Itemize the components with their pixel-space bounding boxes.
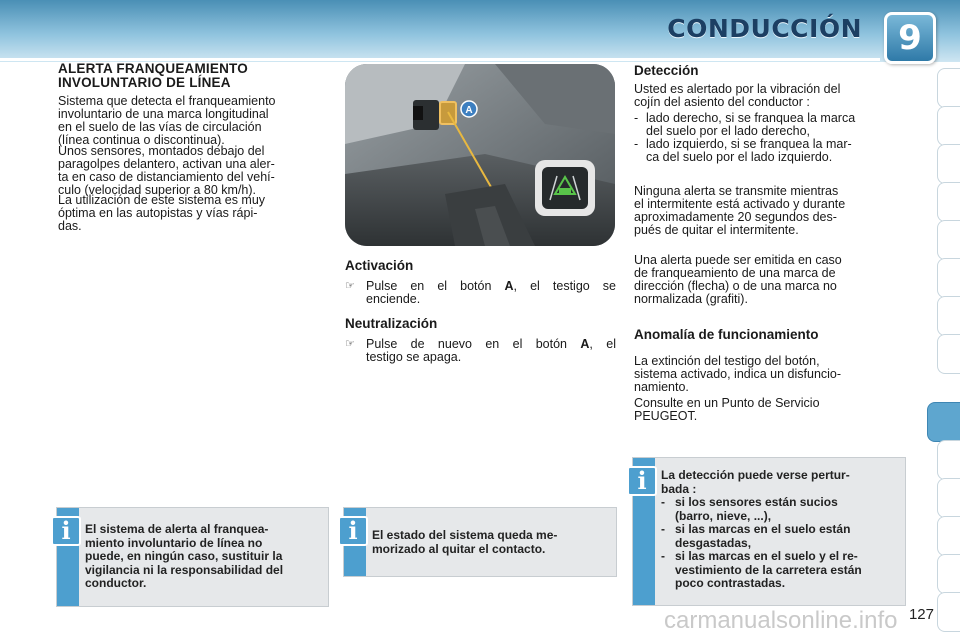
note-line: El sistema de alerta al franquea-	[85, 522, 269, 536]
note-line: si las marcas en el suelo están	[675, 522, 851, 536]
side-tab-13[interactable]	[937, 554, 960, 594]
chapter-title: CONDUCCIÓN	[667, 14, 862, 43]
text-line: sistema activado, indica un disfuncio-	[634, 367, 842, 381]
photo-callout-label: A	[465, 105, 473, 116]
text-line: lado derecho, si se franquea la marca	[646, 111, 856, 125]
note-line: La detección puede verse pertur-	[661, 468, 850, 482]
instruction-line: enciende.	[366, 292, 421, 306]
note-line: puede, en ningún caso, sustituir la	[85, 549, 283, 563]
side-tab-12[interactable]	[937, 516, 960, 556]
pointer-icon: ☞	[345, 338, 355, 350]
note-line: conductor.	[85, 576, 147, 590]
section-title-activation: Activación	[345, 258, 414, 273]
list-dash: -	[661, 549, 665, 563]
note-line: desgastadas,	[675, 535, 752, 550]
list-dash: -	[634, 111, 639, 125]
text-line: involuntario de una marca longitudinal	[58, 107, 269, 121]
side-tab-1[interactable]	[937, 68, 960, 108]
note-line: (barro, nieve, ...),	[675, 508, 772, 523]
info-note-responsibility	[56, 507, 329, 607]
side-tab-10[interactable]	[937, 440, 960, 480]
header-banner	[0, 0, 960, 62]
side-tab-14[interactable]	[937, 592, 960, 632]
pointer-icon: ☞	[345, 280, 355, 292]
list-item	[634, 112, 904, 138]
info-note-disturbance	[632, 457, 906, 606]
text-line: normalizada (grafiti).	[634, 292, 748, 306]
title-line: ALERTA FRANQUEAMIENTO	[58, 61, 248, 76]
text-line: ca del suelo por el lado izquierdo.	[646, 150, 833, 164]
info-note-memorized	[343, 507, 617, 577]
text-line: aproximadamente 20 segundos des-	[634, 210, 837, 224]
side-tab-11[interactable]	[937, 478, 960, 518]
list-dash: -	[634, 137, 639, 151]
text-line: La utilización de este sistema es muy	[58, 193, 266, 207]
note-text	[661, 469, 901, 591]
text-line: dirección (flecha) o de una marca no	[634, 279, 837, 293]
detection-list	[634, 112, 904, 164]
note-line: si los sensores están sucios	[675, 495, 838, 509]
section-title-malfunction: Anomalía de funcionamiento	[634, 327, 819, 342]
text-fragment: , el testigo se	[513, 279, 616, 293]
text-line: La extinción del testigo del botón,	[634, 354, 820, 368]
side-tab-2[interactable]	[937, 106, 960, 146]
text-line: Usted es alertado por la vibración del	[634, 82, 841, 96]
list-dash: -	[661, 522, 665, 536]
note-list-item	[661, 496, 901, 523]
note-list-item	[661, 550, 901, 591]
text-line: Ninguna alerta se transmite mientras	[634, 184, 839, 198]
text-line: del suelo por el lado derecho,	[646, 124, 811, 138]
sensors-paragraph	[58, 145, 326, 197]
usage-paragraph	[58, 194, 326, 233]
text-line: culo (velocidad superior a 80 km/h).	[58, 183, 257, 197]
button-reference: A	[504, 279, 514, 293]
note-line: si las marcas en el suelo y el re-	[675, 549, 858, 563]
text-line: lado izquierdo, si se franquea la mar-	[646, 137, 852, 151]
info-icon: i	[627, 466, 657, 496]
dashboard-illustration	[345, 64, 615, 246]
note-list-item	[661, 523, 901, 550]
info-icon: i	[338, 516, 368, 546]
section-title-lane-alert	[58, 62, 248, 90]
note-line: morizado al quitar el contacto.	[372, 541, 546, 556]
dashboard-photo	[345, 64, 615, 246]
text-line: Una alerta puede ser emitida en caso	[634, 253, 842, 267]
text-line: óptima en las autopistas y vías rápi-	[58, 206, 258, 220]
text-line: pués de quitar el intermitente.	[634, 223, 799, 237]
button-reference: A	[580, 337, 590, 351]
intro-paragraph	[58, 95, 326, 147]
text-line: cojín del asiento del conductor :	[634, 95, 810, 109]
info-icon: i	[51, 516, 81, 546]
side-tab-7[interactable]	[937, 296, 960, 336]
false-alert-paragraph	[634, 254, 904, 306]
text-line: Unos sensores, montados debajo del	[58, 144, 265, 158]
text-line: Consulte en un Punto de Servicio	[634, 396, 820, 410]
text-line: ta en caso de distanciamiento del vehí-	[58, 170, 275, 184]
service-paragraph	[634, 397, 904, 423]
instruction-line: testigo se apaga.	[366, 350, 462, 364]
text-line: en el suelo de las vías de circulación	[58, 120, 262, 134]
page-number: 127	[908, 606, 934, 623]
note-text	[372, 529, 612, 556]
note-line: El estado del sistema queda me-	[372, 528, 558, 542]
note-text	[85, 523, 323, 591]
list-dash: -	[661, 495, 665, 509]
note-line: bada :	[661, 481, 697, 496]
side-tab-8[interactable]	[937, 334, 960, 374]
side-tab-3[interactable]	[937, 144, 960, 184]
text-fragment: Pulse de nuevo en el botón	[366, 337, 581, 351]
text-line: PEUGEOT.	[634, 409, 698, 423]
note-line: poco contrastadas.	[675, 576, 786, 590]
text-line: el intermitente está activado y durante	[634, 197, 846, 211]
text-line: paragolpes delantero, activan una aler-	[58, 157, 275, 171]
section-title-detection: Detección	[634, 63, 699, 78]
chapter-number-badge[interactable]: 9	[884, 12, 936, 64]
text-line: Sistema que detecta el franqueamiento	[58, 94, 276, 108]
site-watermark: carmanualsonline.info	[664, 607, 898, 634]
note-line: vestimiento de la carretera están	[675, 562, 862, 577]
section-title-deactivation: Neutralización	[345, 316, 438, 331]
blinker-paragraph	[634, 185, 904, 237]
side-tab-5[interactable]	[937, 220, 960, 260]
side-tab-6[interactable]	[937, 258, 960, 298]
note-line: miento involuntario de línea no	[85, 535, 263, 550]
side-tab-9-active[interactable]	[927, 402, 960, 442]
text-fragment: , el	[589, 337, 616, 351]
chapter-side-tabs	[924, 68, 960, 628]
note-line: vigilancia ni la responsabilidad del	[85, 562, 284, 577]
malfunction-paragraph	[634, 355, 904, 394]
text-line: das.	[58, 219, 82, 233]
list-item	[634, 138, 904, 164]
text-line: namiento.	[634, 380, 689, 394]
side-tab-4[interactable]	[937, 182, 960, 222]
text-fragment: Pulse en el botón	[366, 279, 505, 293]
text-line: (línea continua o discontinua).	[58, 133, 225, 147]
text-line: de franqueamiento de una marca de	[634, 266, 836, 280]
title-line: INVOLUNTARIO DE LÍNEA	[58, 75, 231, 90]
detection-intro	[634, 83, 904, 109]
